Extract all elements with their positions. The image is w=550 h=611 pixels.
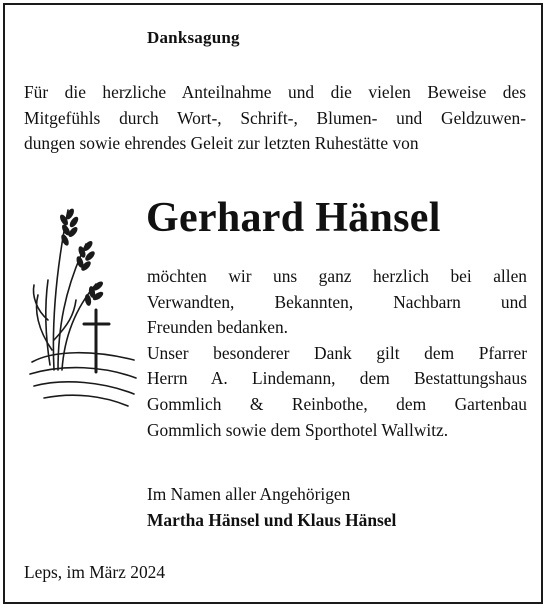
thanks-line: Herrn A. Lindemann, dem Bestattungshaus — [147, 368, 527, 389]
closing-block — [147, 481, 396, 533]
place-and-date: Leps, im März 2024 — [24, 562, 166, 582]
intro-line: Für die herzliche Anteilnahme und die vielen Beweise des — [24, 82, 526, 102]
intro-paragraph — [24, 80, 526, 157]
deceased-name: Gerhard Hänsel — [146, 195, 441, 241]
thanks-line: Freunden bedanken. — [147, 317, 289, 338]
intro-line: dungen sowie ehrendes Geleit zur letzten Ruhestätte von — [24, 133, 419, 153]
wheat-and-cross-icon — [24, 200, 142, 420]
thanks-line: Unser besonderer Dank gilt dem Pfarrer — [147, 342, 527, 363]
thanks-line: Gommlich sowie dem Sporthotel Wallwitz. — [147, 419, 449, 440]
on-behalf-line: Im Namen aller Angehörigen — [147, 484, 351, 504]
signers-line: Martha Hänsel und Klaus Hänsel — [147, 510, 397, 530]
intro-line: Mitgefühls durch Wort-, Schrift-, Blumen- und Geldzuwen- — [24, 107, 526, 128]
thanks-line: Verwandten, Bekannten, Nachbarn und — [147, 291, 527, 312]
notice-heading: Danksagung — [147, 28, 240, 47]
thanks-line: Gommlich & Reinbothe, dem Gartenbau — [147, 393, 527, 414]
thanks-paragraph — [147, 264, 527, 443]
thanks-line: möchten wir uns ganz herzlich bei allen — [147, 266, 527, 286]
